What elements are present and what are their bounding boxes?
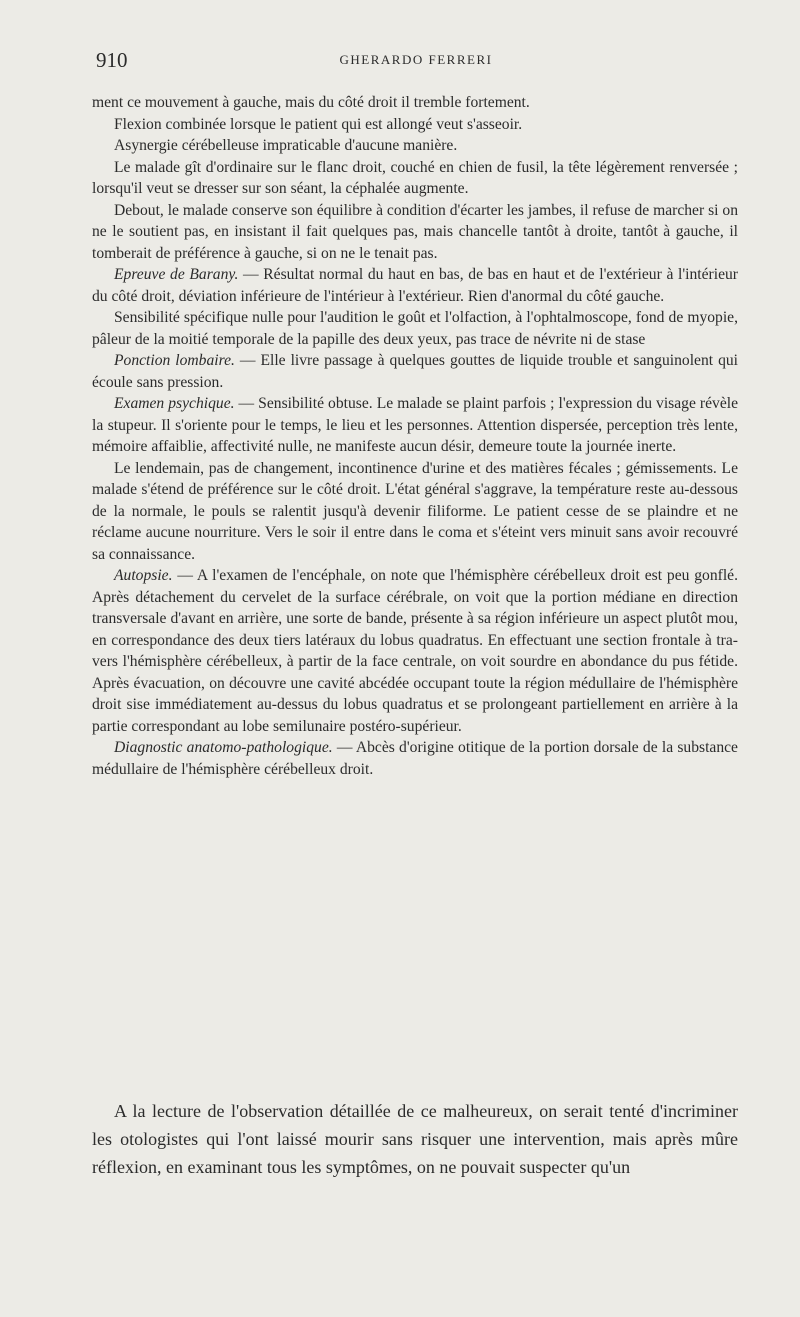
page-number: 910 <box>96 48 128 72</box>
closing-paragraph: A la lecture de l'observation détaillée de ce malheureux, on serait tenté d'incriminer les otologistes qui l'ont laissé mourir sans risquer une intervention, mais après mûre réflexion, en examinant tous les symptômes, on ne pouvait suspecter qu'un <box>92 1101 738 1177</box>
paragraph: ment ce mouvement à gauche, mais du côté droit il tremble fortement. <box>92 94 530 111</box>
paragraph: Sensibilité spécifique nulle pour l'audition le goût et l'olfaction, à l'ophtalmoscope, fond de myopie, pâleur de la moitié temporale de la papille des deux yeux, pas trace de névrite ni de stase <box>92 309 738 348</box>
paragraph: Examen psychique. — Sensibilité obtuse. Le malade se plaint parfois ; l'expression du visage révèle la stupeur. Il s'oriente pour le temps, le lieu et les personnes. Attention dispersée, perception très lente, mémoire affaiblie, affectivité nulle, ne manifeste aucun désir, demeure toute la journée inerte. <box>92 395 738 455</box>
case-report-text <box>92 92 738 780</box>
page-header <box>96 48 736 78</box>
paragraph: Diagnostic anatomo-pathologique. — Abcès d'origine otitique de la portion dorsale de la substance médullaire de l'hémisphère cérébelleux droit. <box>92 739 738 778</box>
section-lead: Autopsie. <box>114 567 173 584</box>
paragraph: Autopsie. — A l'examen de l'encéphale, on note que l'hémisphère cérébelleux droit est peu gonflé. Après détachement du cervelet de la surface cérébrale, on voit que la portion médiane en direction transversale d'avant en arrière, une sorte de bande, présente à sa région inférieure un aspect plutôt mou, en correspondance des deux tiers latéraux du lobus quadratus. En effectuant une section frontale à travers l'hémisphère cérébelleux, à partir de la face centrale, on voit sourdre en abondance du pus fétide. Après évacuation, on découvre une cavité abcédée occupant toute la région médullaire de l'hémisphère droit sise immédiatement au-dessus du lobus quadratus et se prolongeant partiellement en arrière à la partie correspondant au lobe semilunaire postéro-supérieur. <box>92 567 738 735</box>
paragraph: Debout, le malade conserve son équilibre à condition d'écarter les jambes, il refuse de marcher si on ne le soutient pas, en insistant il fait quelques pas, mais chancelle tantôt à droite, tantôt à gauche, il tomberait de préférence à gauche, si on ne le tenait pas. <box>92 201 738 262</box>
running-title: GHERARDO FERRERI <box>339 52 493 67</box>
paragraph: Ponction lombaire. — Elle livre passage à quelques gouttes de liquide trouble et sanguinolent qui écoule sans pression. <box>92 352 739 391</box>
section-lead: Diagnostic anatomo-pathologique. <box>114 739 333 756</box>
commentary-text <box>92 1097 738 1181</box>
paragraph: Le lendemain, pas de changement, incontinence d'urine et des matières fécales ; gémissements. Le malade s'étend de préférence sur le côté droit. L'état général s'aggrave, la température reste au-dessous de la normale, le pouls se ralentit jusqu'à devenir filiforme. Le patient cesse de se plaindre et ne réclame aucune nourriture. Vers le soir il entre dans le coma et s'éteint vers minuit sans avoir recouvré sa connaissance. <box>92 459 738 563</box>
section-lead: Ponction lombaire. <box>114 352 235 369</box>
paragraph: Le malade gît d'ordinaire sur le flanc droit, couché en chien de fusil, la tête légèrement renversée ; lorsqu'il veut se dresser sur son séant, la céphalée augmente. <box>92 158 738 197</box>
paragraph: Asynergie cérébelleuse impraticable d'aucune manière. <box>114 137 458 154</box>
paragraph: Flexion combinée lorsque le patient qui est allongé veut s'asseoir. <box>114 115 523 133</box>
section-lead: Examen psychique. <box>114 395 235 412</box>
section-lead: Epreuve de Barany. <box>114 266 239 283</box>
paragraph: Epreuve de Barany. — Résultat normal du haut en bas, de bas en haut et de l'extérieur à l'intérieur du côté droit, déviation inférieure de l'intérieur à l'extérieur. Rien d'anormal du côté gauche. <box>92 266 738 305</box>
